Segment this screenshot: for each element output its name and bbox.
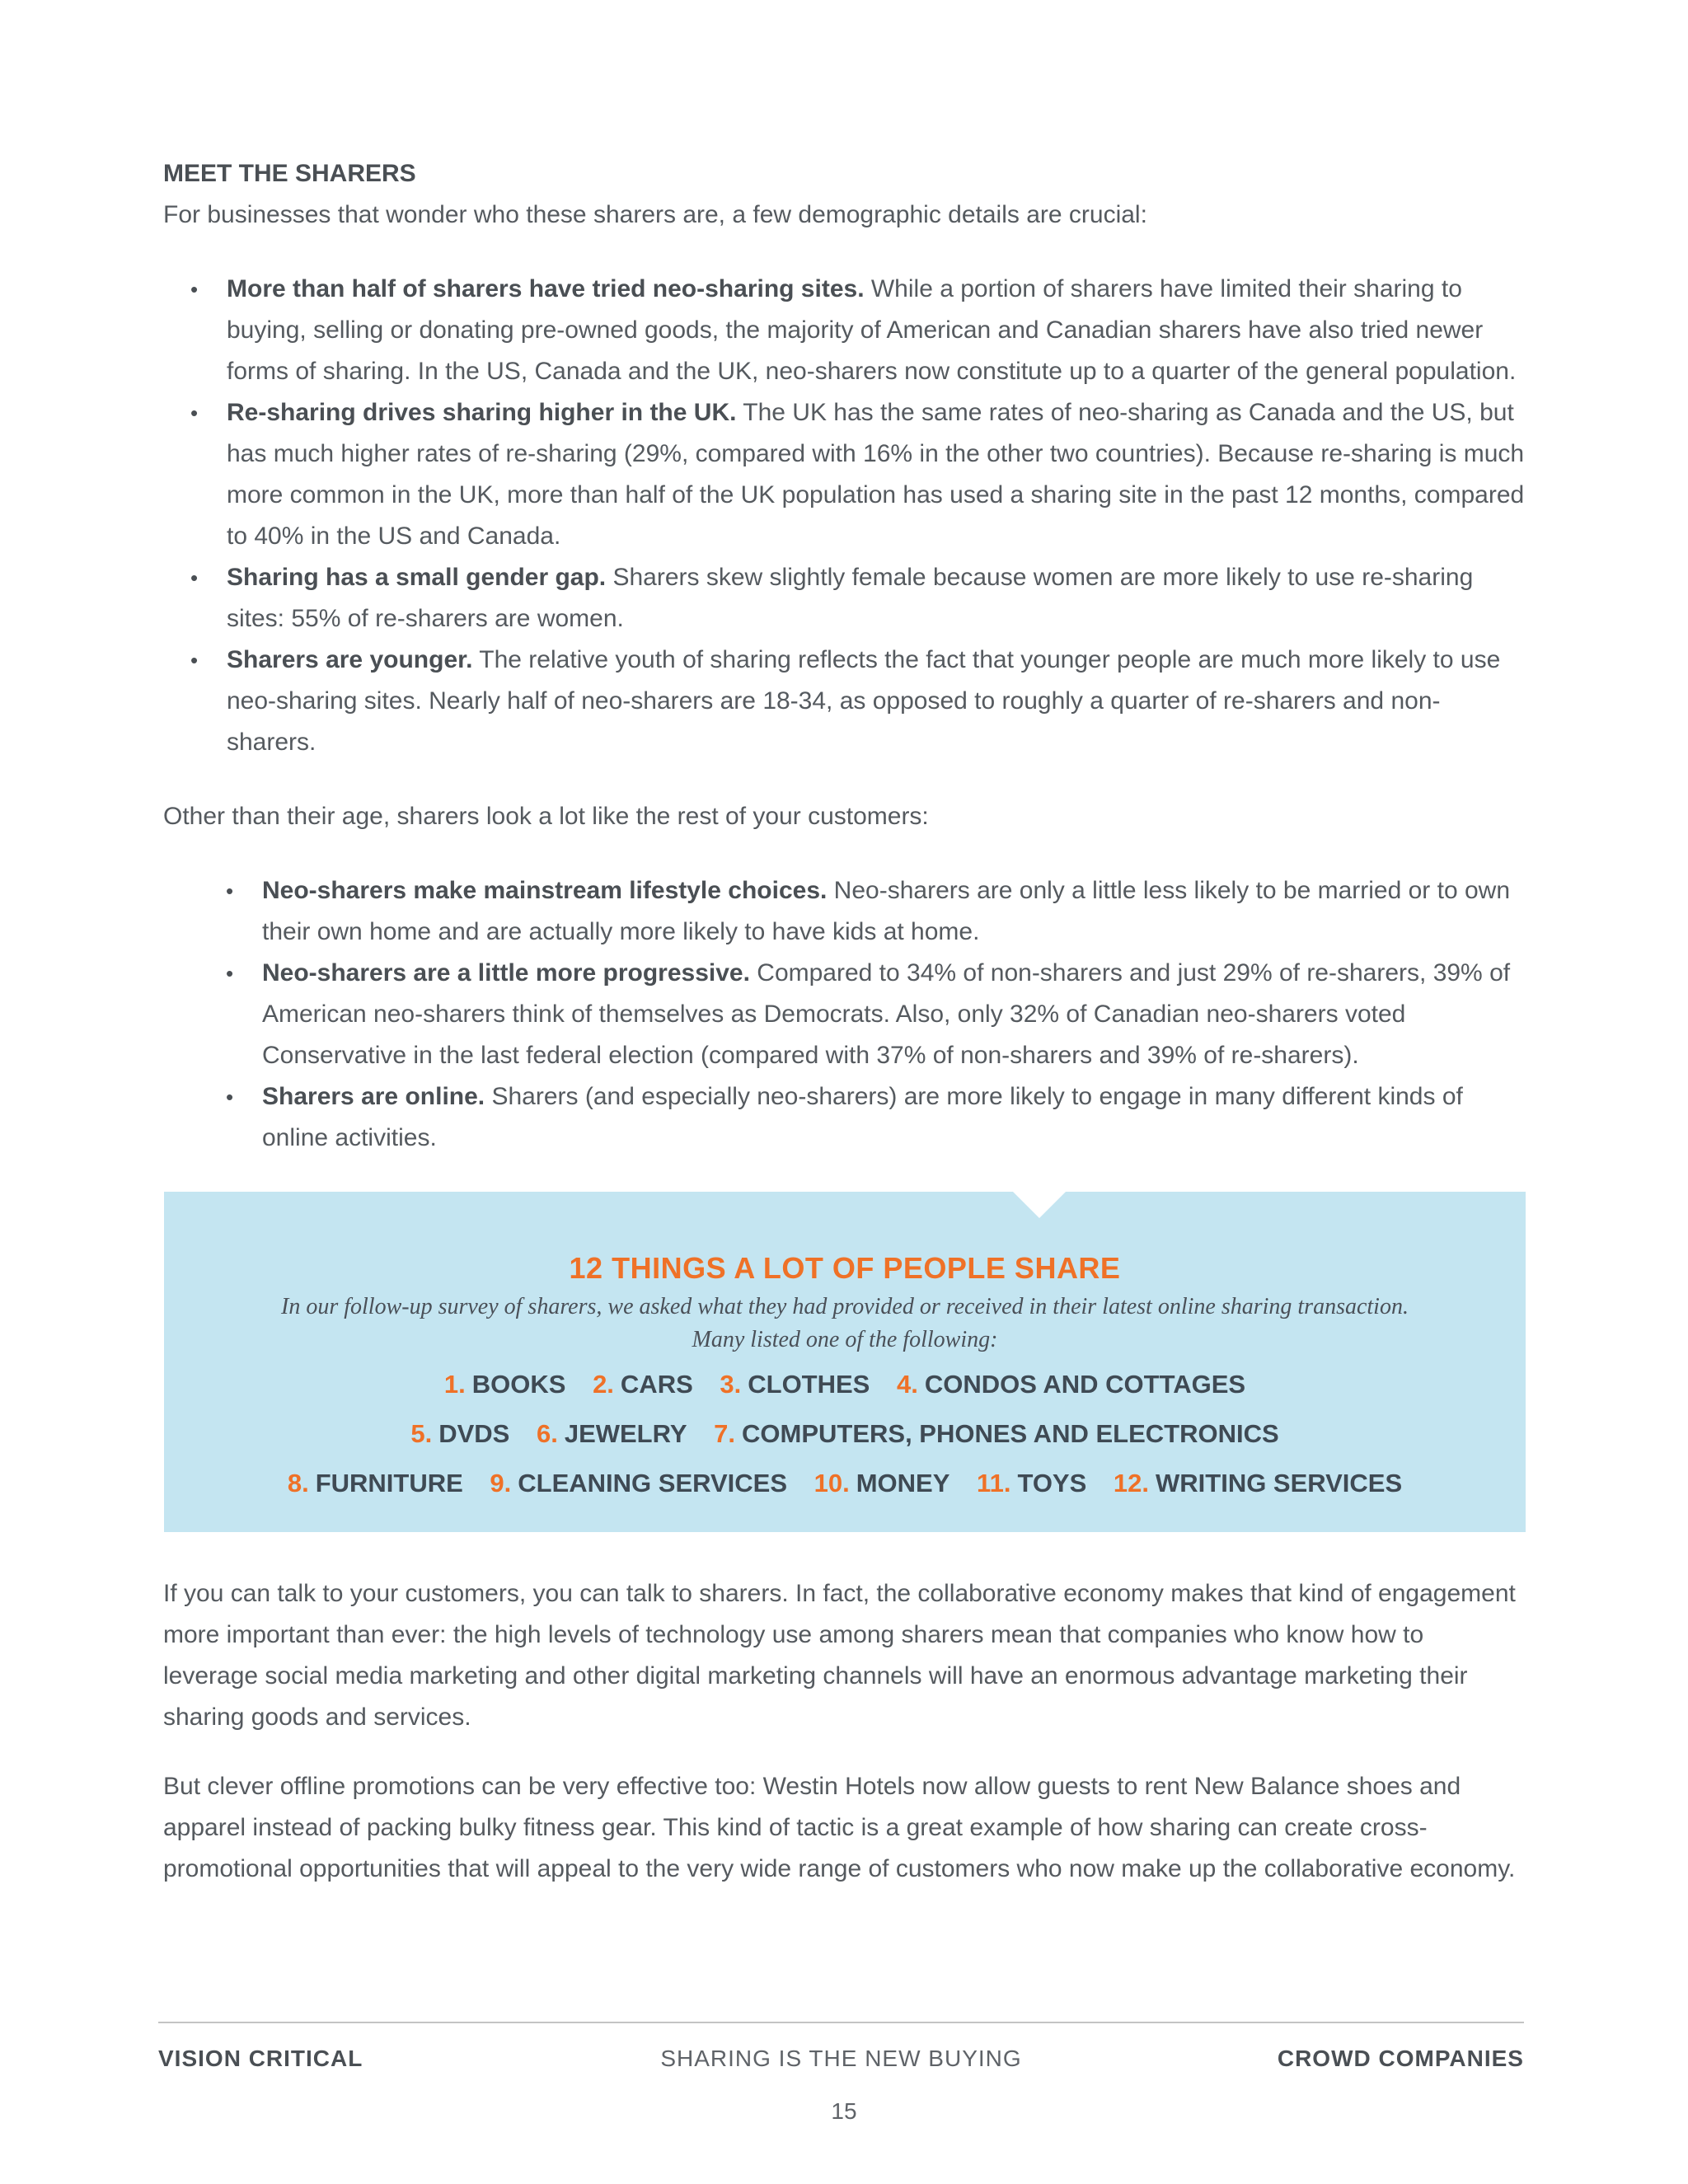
share-item-number: 5. — [410, 1419, 433, 1448]
page-number: 15 — [831, 2098, 857, 2124]
list-item-lead: Sharing has a small gender gap. — [227, 564, 607, 591]
share-item-label: WRITING SERVICES — [1156, 1469, 1403, 1497]
middle-paragraph: Other than their age, sharers look a lot like the rest of your customers: — [163, 803, 929, 830]
list-item — [163, 1076, 1525, 1159]
share-item-number: 4. — [897, 1370, 918, 1399]
footer-left: VISION CRITICAL — [158, 2046, 363, 2071]
share-item-number: 12. — [1113, 1469, 1150, 1497]
share-item — [490, 1469, 787, 1498]
share-item-number: 3. — [720, 1370, 742, 1399]
lifestyle-list — [163, 870, 1525, 1159]
share-item-label: TOYS — [1017, 1469, 1087, 1497]
share-item — [410, 1419, 509, 1449]
share-item — [444, 1370, 566, 1399]
callout-intro-line: Many listed one of the following: — [692, 1327, 998, 1352]
closing-paragraph: If you can talk to your customers, you can talk to sharers. In fact, the collaborative economy makes that kind of engagement more important than ever: the high levels of technology use among sharers mean that companies who know how to leverage social media marketing and other digital marketing channels will have an enormous advantage marketing their sharing goods and services. — [163, 1580, 1516, 1731]
list-item-text: Sharers (and especially neo-sharers) are more likely to engage in many different kinds of online activities. — [262, 1083, 1463, 1151]
share-item-number: 6. — [536, 1419, 558, 1448]
bullet-icon: • — [226, 1085, 234, 1109]
list-item — [163, 640, 1525, 763]
list-item-text: The UK has the same rates of neo-sharing as Canada and the US, but has much higher rates of re-sharing (29%, compared with 16% in the other two countries). Because re-sharing is much more common in the UK, more than half of the UK population has used a sharing site in the past 12 months, compared to 40% in the US and Canada. — [227, 399, 1525, 550]
list-item — [163, 392, 1525, 557]
share-item-label: JEWELRY — [564, 1419, 687, 1448]
share-item — [537, 1419, 687, 1449]
share-item-number: 1. — [443, 1370, 466, 1399]
list-item-lead: Re-sharing drives sharing higher in the UK. — [227, 399, 737, 426]
share-item-label: COMPUTERS, PHONES AND ELECTRONICS — [742, 1419, 1279, 1448]
share-item-label: CLEANING SERVICES — [518, 1469, 787, 1497]
list-item — [163, 557, 1525, 640]
share-item-label: MONEY — [856, 1469, 950, 1497]
share-item — [1114, 1469, 1402, 1498]
footer-divider — [158, 2022, 1524, 2023]
list-item — [163, 953, 1525, 1076]
closing-section — [163, 1573, 1525, 1890]
share-item — [714, 1419, 1278, 1449]
share-item-label: DVDS — [438, 1419, 510, 1448]
bullet-icon: • — [190, 648, 199, 673]
share-item — [720, 1370, 870, 1399]
share-item-label: CONDOS AND COTTAGES — [924, 1370, 1246, 1399]
bullet-icon: • — [190, 277, 199, 302]
section-intro: For businesses that wonder who these sharers are, a few demographic details are crucial: — [163, 201, 1147, 228]
share-item-number: 11. — [977, 1469, 1011, 1497]
share-item-label: BOOKS — [471, 1370, 566, 1399]
share-item — [977, 1469, 1086, 1498]
footer-right: CROWD COMPANIES — [1277, 2046, 1524, 2071]
footer — [158, 2046, 1524, 2079]
share-item-number: 7. — [714, 1419, 736, 1448]
share-item — [814, 1469, 950, 1498]
list-item-lead: Neo-sharers make mainstream lifestyle choices. — [262, 877, 828, 904]
share-item-label: FURNITURE — [315, 1469, 463, 1497]
share-item-number: 10. — [814, 1469, 850, 1497]
list-item-lead: Sharers are younger. — [227, 646, 473, 673]
closing-paragraph: But clever offline promotions can be very effective too: Westin Hotels now allow guests to rent New Balance shoes and apparel instead of packing bulky fitness gear. This kind of tactic is a great example of how sharing can create cross-promotional opportunities that will appeal to the very wide range of customers who now make up the collaborative economy. — [163, 1773, 1516, 1882]
list-item-text: Compared to 34% of non-sharers and just 29% of re-sharers, 39% of American neo-sharers think of themselves as Democrats. Also, only 32% of Canadian neo-sharers voted Conservative in the last federal election (compared with 37% of non-sharers and 39% of re-sharers). — [262, 959, 1511, 1069]
list-item-text: Neo-sharers are only a little less likely to be married or to own their own home and are actually more likely to have kids at home. — [262, 877, 1511, 945]
list-item-text: While a portion of sharers have limited their sharing to buying, selling or donating pre-owned goods, the majority of American and Canadian sharers have also tried newer forms of sharing. In the US, Canada and the UK, neo-sharers now constitute up to a quarter of the general population. — [227, 275, 1517, 385]
share-item — [593, 1370, 693, 1399]
list-item-lead: More than half of sharers have tried neo-sharing sites. — [227, 275, 865, 302]
share-item-label: CARS — [620, 1370, 693, 1399]
share-item — [897, 1370, 1245, 1399]
list-item — [163, 269, 1525, 392]
share-item-number: 9. — [490, 1469, 512, 1497]
footer-center: SHARING IS THE NEW BUYING — [660, 2046, 1022, 2071]
callout-row — [164, 1469, 1526, 1498]
page-content — [163, 153, 1525, 1890]
demographics-list — [163, 269, 1525, 763]
callout-intro — [197, 1291, 1493, 1357]
bullet-icon: • — [190, 565, 199, 590]
list-item — [163, 870, 1525, 953]
callout-row — [164, 1370, 1526, 1399]
callout-box — [164, 1192, 1526, 1532]
list-item-text: Sharers skew slightly female because women are more likely to use re-sharing sites: 55% of re-sharers are women. — [227, 564, 1474, 632]
callout-title: 12 THINGS A LOT OF PEOPLE SHARE — [569, 1251, 1121, 1285]
share-item — [288, 1469, 463, 1498]
share-item-number: 2. — [593, 1370, 614, 1399]
callout-notch — [1013, 1192, 1066, 1218]
bullet-icon: • — [226, 961, 234, 986]
share-item-label: CLOTHES — [748, 1370, 870, 1399]
section-heading: MEET THE SHARERS — [163, 160, 416, 187]
bullet-icon: • — [226, 879, 234, 903]
share-item-number: 8. — [287, 1469, 309, 1497]
list-item-lead: Sharers are online. — [262, 1083, 485, 1110]
list-item-text: The relative youth of sharing reflects the fact that younger people are much more likely to use neo-sharing sites. Nearly half of neo-sharers are 18-34, as opposed to roughly a quarter of re-sharers and non-sharers. — [227, 646, 1501, 756]
list-item-lead: Neo-sharers are a little more progressive. — [262, 959, 750, 987]
callout-row — [164, 1419, 1526, 1449]
bullet-icon: • — [190, 401, 199, 425]
callout-intro-line: In our follow-up survey of sharers, we asked what they had provided or received in their latest online sharing transaction. — [281, 1294, 1409, 1319]
